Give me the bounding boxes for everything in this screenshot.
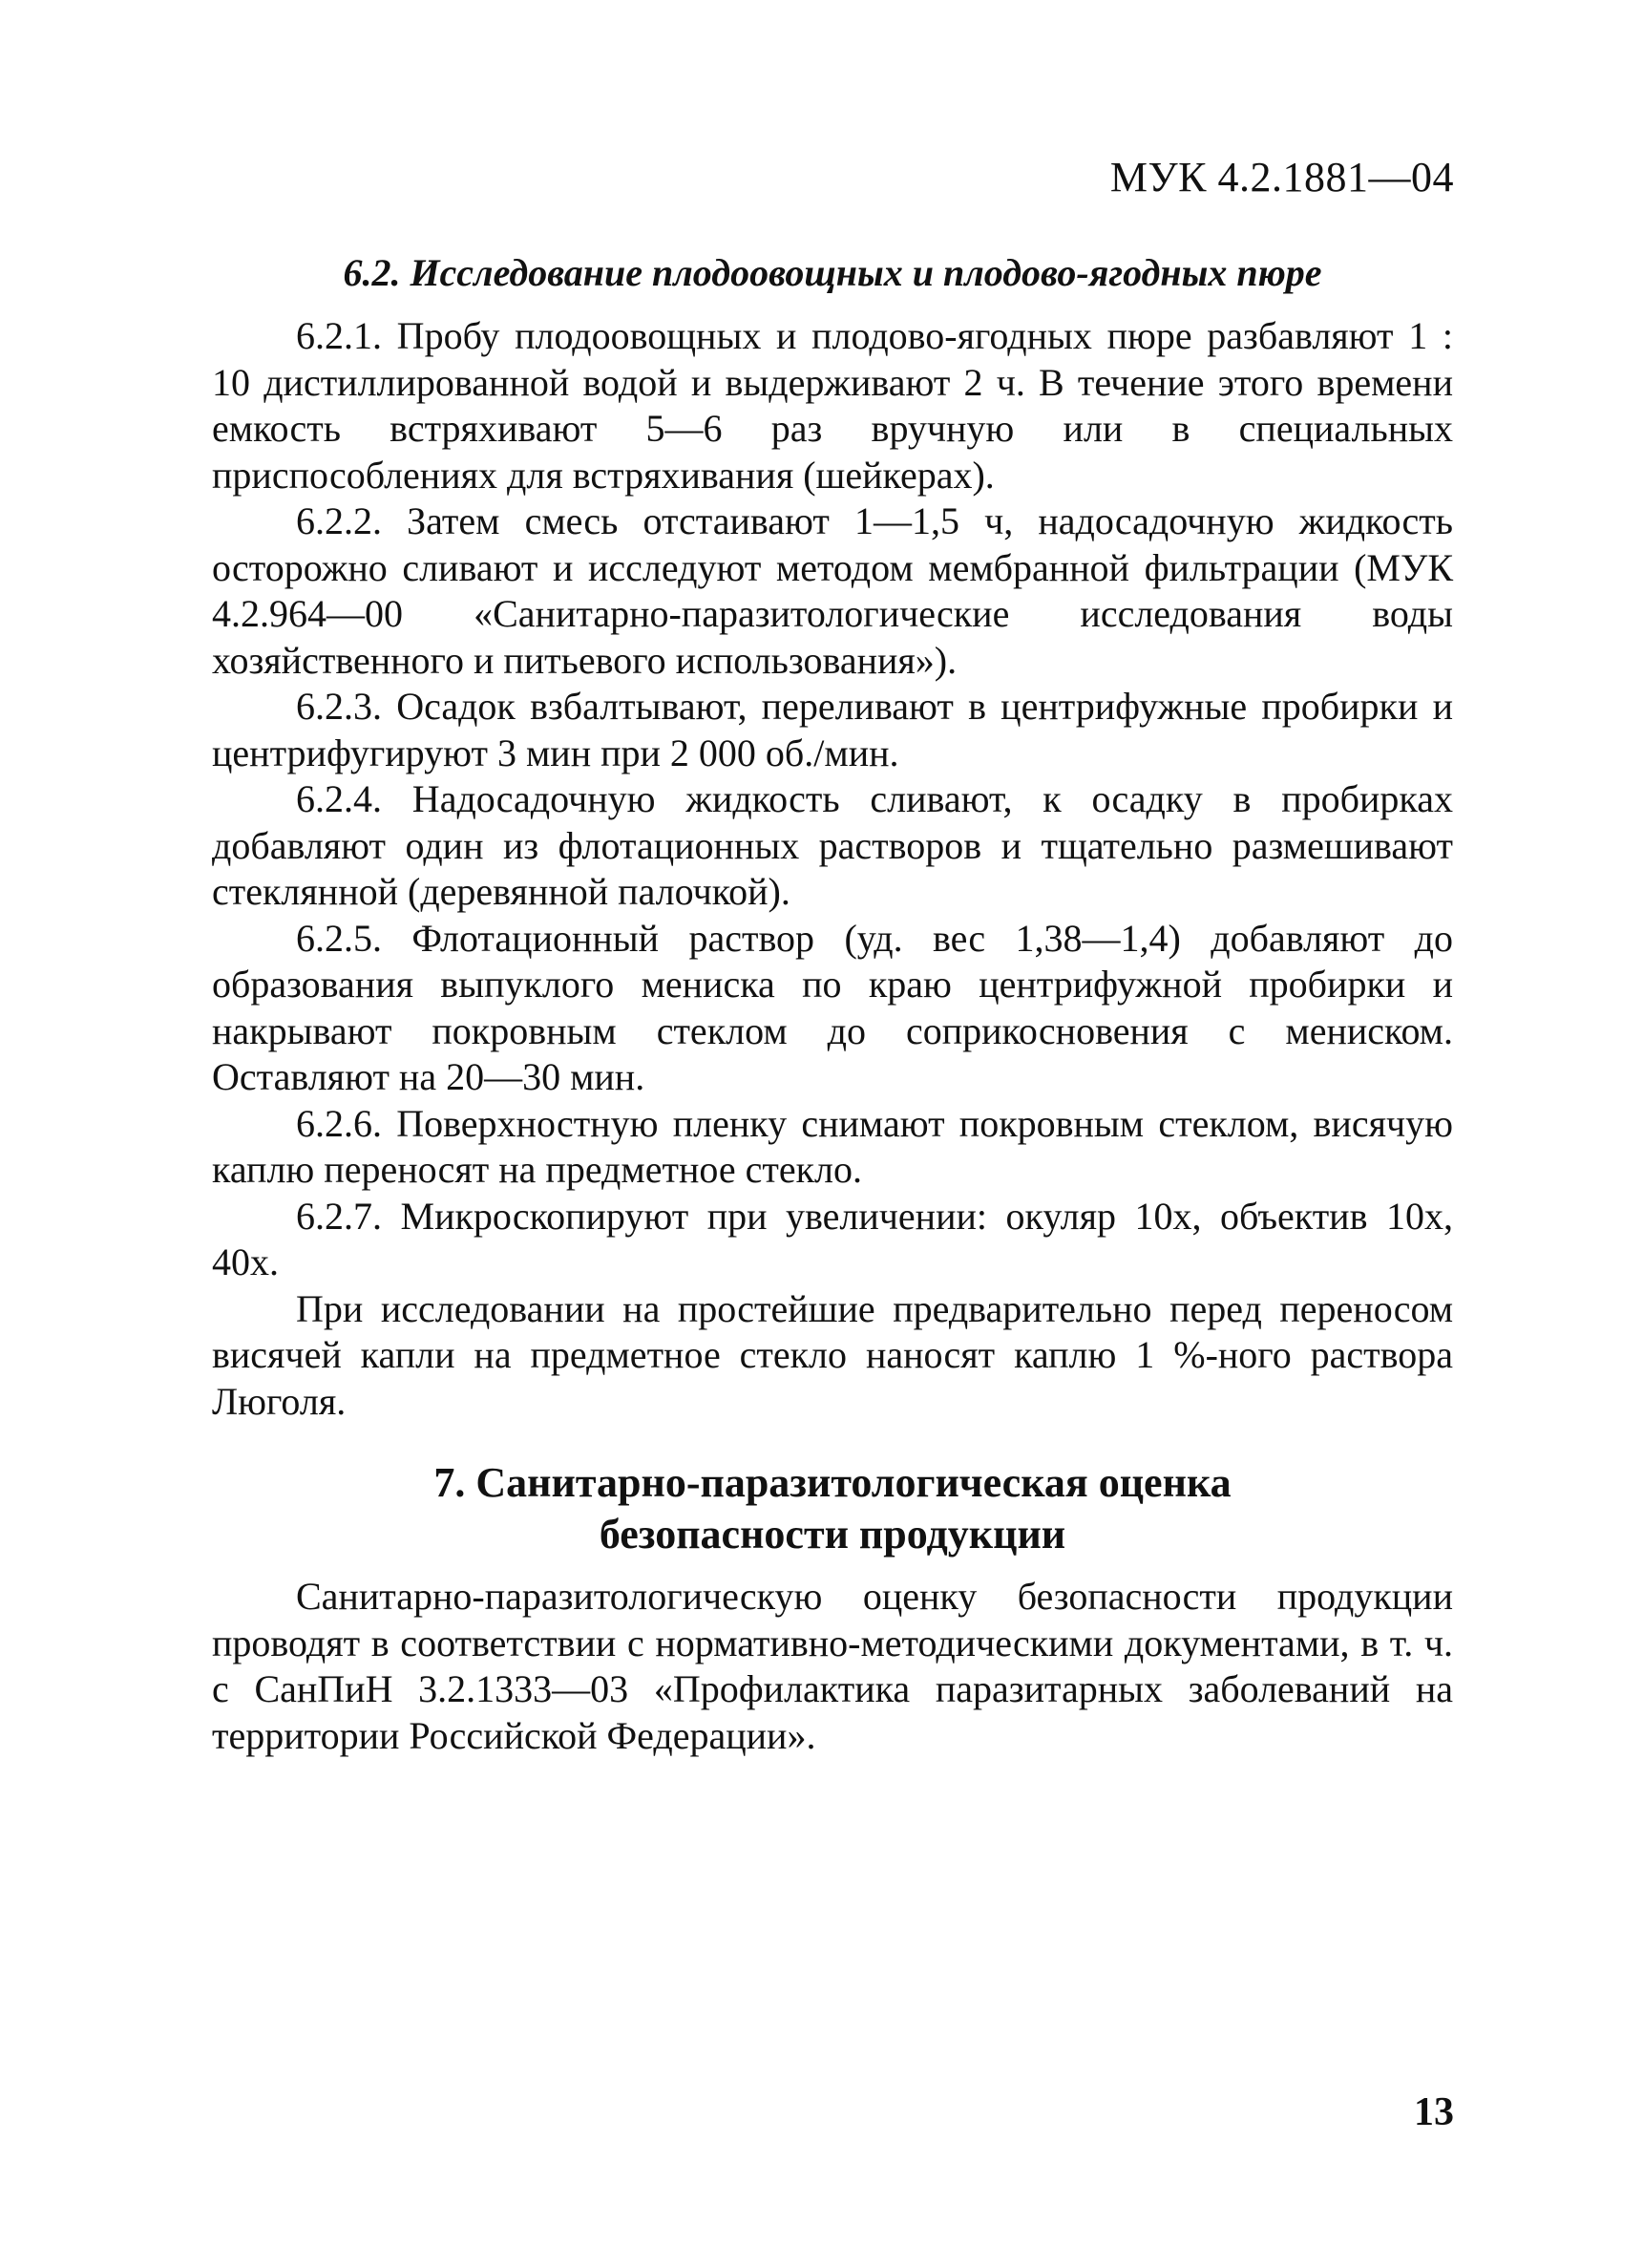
paragraph-6-2-1: 6.2.1. Пробу плодоовощных и плодово-ягодных пюре разбавляют 1 : 10 дистиллированной водой и выдерживают 2 ч. В течение этого времени емкость встряхивают 5—6 раз вручную или в специальных приспособлениях для встряхивания (шейкерах).	[212, 314, 1453, 497]
paragraph-section-7: Санитарно-паразитологическую оценку безопасности продукции проводят в соответствии с нормативно-методическими документами, в т. ч. с СанПиН 3.2.1333—03 «Профилактика паразитарных заболеваний на территории Российской Федерации».	[212, 1575, 1453, 1757]
paragraph-6-2-5: 6.2.5. Флотационный раствор (уд. вес 1,38—1,4) добавляют до образования выпуклого мениска по краю центрифужной пробирки и накрывают покровным стеклом до соприкосновения с мениском. Оставляют на 20—30 мин.	[212, 916, 1453, 1098]
paragraph-6-2-7: 6.2.7. Микроскопируют при увеличении: окуляр 10х, объектив 10х, 40х.	[212, 1194, 1453, 1283]
paragraph-6-2-4: 6.2.4. Надосадочную жидкость сливают, к осадку в пробирках добавляют один из флотационных растворов и тщательно размешивают стеклянной (деревянной палочкой).	[212, 777, 1453, 913]
document-code-header: МУК 4.2.1881—04	[1109, 154, 1454, 201]
paragraph-6-2-3: 6.2.3. Осадок взбалтывают, переливают в центрифужные пробирки и центрифугируют 3 мин при 2 000 об./мин.	[212, 685, 1453, 774]
paragraph-6-2-2: 6.2.2. Затем смесь отстаивают 1—1,5 ч, надосадочную жидкость осторожно сливают и исследуют методом мембранной фильтрации (МУК 4.2.964—00 «Санитарно-паразитологические исследования воды хозяйственного и питьевого использования»).	[212, 499, 1453, 682]
section-7-heading-line1: 7. Санитарно-паразитологическая оценка	[433, 1459, 1232, 1506]
section-7-heading	[212, 1457, 1453, 1560]
section-7-heading-line2: безопасности продукции	[599, 1511, 1066, 1558]
paragraph-protozoa-note: При исследовании на простейшие предварительно перед переносом висячей капли на предметное стекло наносят каплю 1 %-ного раствора Люголя.	[212, 1286, 1453, 1423]
paragraph-6-2-6: 6.2.6. Поверхностную пленку снимают покровным стеклом, висячую каплю переносят на предметное стекло.	[212, 1101, 1453, 1191]
section-6-2-heading: 6.2. Исследование плодоовощных и плодово-ягодных пюре	[343, 251, 1322, 294]
page-number: 13	[1414, 2090, 1454, 2134]
page-content	[212, 246, 1453, 1759]
